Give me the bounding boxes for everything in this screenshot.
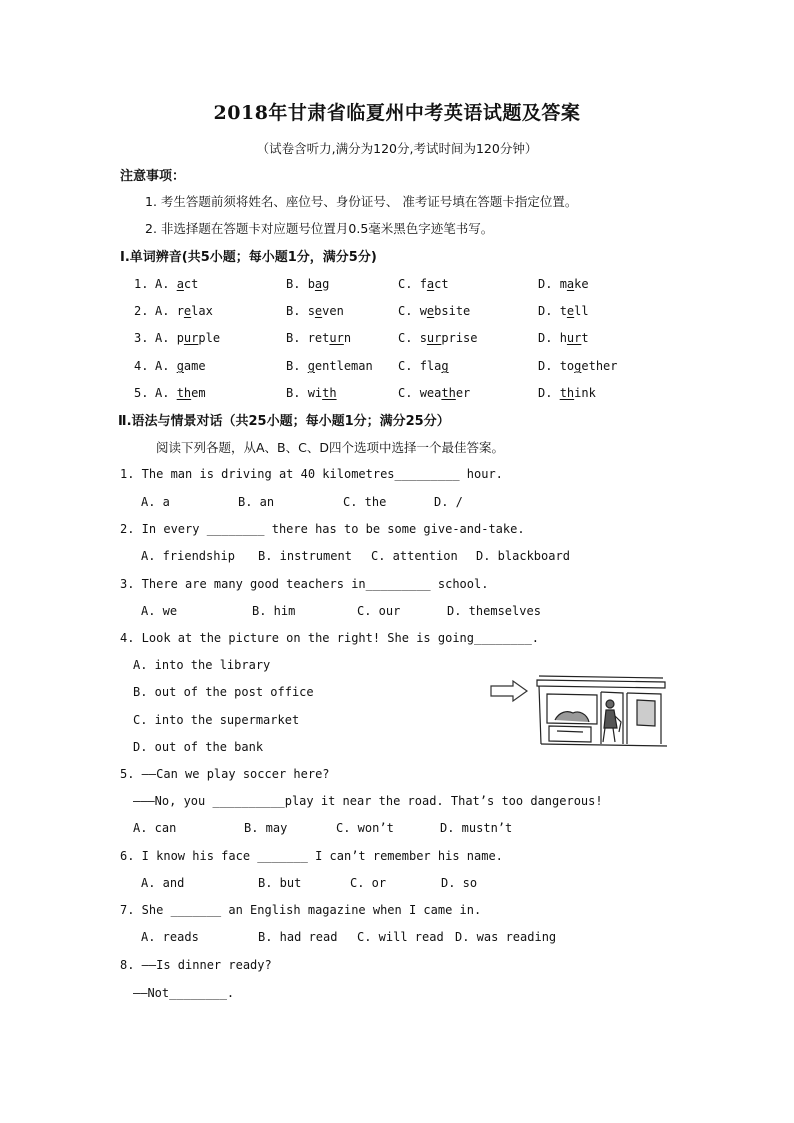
question-option: B. an xyxy=(238,495,275,509)
pronunciation-row xyxy=(0,304,794,324)
question-option: C. attention xyxy=(371,549,458,563)
underlined-letters: th xyxy=(176,386,192,400)
question-option: C. or xyxy=(350,876,387,890)
word-prefix: to xyxy=(559,359,575,373)
word-option xyxy=(398,331,478,345)
word-prefix: f xyxy=(419,277,427,291)
word-suffix: g xyxy=(322,277,330,291)
word-option xyxy=(286,386,337,400)
word-suffix: n xyxy=(343,331,352,345)
question-stem: 3. There are many good teachers in_________ school. xyxy=(120,577,489,591)
row-number: 4. xyxy=(134,359,149,373)
option-letter: C. xyxy=(398,277,413,291)
question-stem: 5. ——Can we play soccer here? xyxy=(120,767,330,781)
underlined-letters: e xyxy=(314,304,323,318)
row-number: 2. xyxy=(134,304,149,318)
right-arrow-icon xyxy=(491,681,527,701)
underlined-letters: e xyxy=(566,304,575,318)
question-option: B. but xyxy=(258,876,302,890)
word-option xyxy=(538,277,589,291)
question-option: B. had read xyxy=(258,930,338,944)
page-title: 2018年甘肃省临夏州中考英语试题及答案 xyxy=(213,102,581,124)
word-option xyxy=(398,359,449,373)
option-letter: B. xyxy=(286,331,301,345)
option-letter: A. xyxy=(155,359,170,373)
question-option: A. a xyxy=(141,495,170,509)
question-option: B. instrument xyxy=(258,549,352,563)
section1-heading: I.单词辨音(共5小题；每小题1分，满分5分) xyxy=(120,250,377,265)
word-prefix: p xyxy=(176,331,184,345)
word-suffix: ven xyxy=(322,304,344,318)
option-letter: B. xyxy=(286,386,301,400)
section2-instruction: 阅读下列各题，从A、B、C、D四个选项中选择一个最佳答案。 xyxy=(156,440,504,455)
word-suffix: bsite xyxy=(434,304,471,318)
option-letter: C. xyxy=(398,331,413,345)
underlined-letters: ur xyxy=(183,331,199,345)
question-option: A. friendship xyxy=(141,549,235,563)
word-prefix: r xyxy=(176,304,184,318)
word-option xyxy=(538,331,589,345)
word-option xyxy=(538,386,596,400)
question-option: A. can xyxy=(133,821,177,835)
word-prefix: m xyxy=(559,277,567,291)
word-suffix: ll xyxy=(574,304,589,318)
underlined-letters: e xyxy=(183,304,192,318)
option-letter: C. xyxy=(398,304,413,318)
pronunciation-row xyxy=(0,359,794,379)
option-letter: A. xyxy=(155,331,170,345)
word-option xyxy=(155,331,220,345)
notes-item: 2. 非选择题在答题卡对应题号位置月0.5毫米黑色字迹笔书写。 xyxy=(145,221,494,236)
option-letter: B. xyxy=(286,277,301,291)
question-option: D. / xyxy=(434,495,463,509)
word-suffix: entleman xyxy=(314,359,373,373)
option-letter: C. xyxy=(398,359,413,373)
underlined-letters: th xyxy=(441,386,456,400)
question-stem: 8. ——Is dinner ready? xyxy=(120,958,272,972)
option-letter: C. xyxy=(398,386,413,400)
word-option xyxy=(155,304,213,318)
question-stem: 2. In every ________ there has to be some give-and-take. xyxy=(120,522,525,536)
word-suffix: lax xyxy=(191,304,213,318)
option-letter: A. xyxy=(155,277,170,291)
question-line: ——Not________. xyxy=(133,986,235,1000)
word-option xyxy=(286,359,373,373)
question-option: D. was reading xyxy=(455,930,557,944)
word-suffix: ink xyxy=(574,386,596,400)
question-option: A. we xyxy=(141,604,178,618)
word-prefix: s xyxy=(419,331,427,345)
underlined-letters: g xyxy=(176,359,184,373)
word-prefix: h xyxy=(559,331,567,345)
shop-entrance-illustration xyxy=(487,666,669,750)
underlined-letters: g xyxy=(574,359,582,373)
word-option xyxy=(398,304,470,318)
question-stem: 4. Look at the picture on the right! She is going________. xyxy=(120,631,540,645)
question-option: D. mustn’t xyxy=(440,821,513,835)
notes-item: 1. 考生答题前须将姓名、座位号、身份证号、 准考证号填在答题卡指定位置。 xyxy=(145,194,578,209)
question-option: A. reads xyxy=(141,930,199,944)
underlined-letters: a xyxy=(314,277,323,291)
word-prefix: w xyxy=(419,304,427,318)
word-option xyxy=(155,386,206,400)
underlined-letters: a xyxy=(566,277,575,291)
row-number: 5. xyxy=(134,386,149,400)
word-option xyxy=(155,277,198,291)
word-prefix: fla xyxy=(419,359,442,373)
question-option: C. will read xyxy=(357,930,444,944)
question-option: D. themselves xyxy=(447,604,541,618)
question-stem: 7. She _______ an English magazine when I came in. xyxy=(120,903,482,917)
underlined-letters: th xyxy=(322,386,337,400)
word-prefix: wi xyxy=(307,386,323,400)
underlined-letters: ur xyxy=(329,331,344,345)
pronunciation-row xyxy=(0,331,794,351)
option-letter: D. xyxy=(538,277,553,291)
word-option xyxy=(398,386,470,400)
question-option: C. our xyxy=(357,604,401,618)
question-stem: 1. The man is driving at 40 kilometres_________ hour. xyxy=(120,467,503,481)
question-option: C. into the supermarket xyxy=(133,713,300,727)
underlined-letters: ur xyxy=(426,331,442,345)
underlined-letters: a xyxy=(426,277,435,291)
question-option: C. won’t xyxy=(336,821,394,835)
row-number: 1. xyxy=(134,277,149,291)
question-option: A. into the library xyxy=(133,658,271,672)
word-suffix: prise xyxy=(441,331,478,345)
word-option xyxy=(538,304,589,318)
question-option: D. out of the bank xyxy=(133,740,264,754)
question-option: D. blackboard xyxy=(476,549,570,563)
word-prefix: ret xyxy=(307,331,330,345)
section2-heading: Ⅱ.语法与情景对话（共25小题；每小题1分；满分25分） xyxy=(118,414,450,429)
word-option xyxy=(155,359,206,373)
pronunciation-row xyxy=(0,277,794,297)
underlined-letters: th xyxy=(559,386,575,400)
notes-heading: 注意事项： xyxy=(120,169,186,184)
word-option xyxy=(538,359,618,373)
underlined-letters: a xyxy=(176,277,184,291)
word-suffix: ct xyxy=(434,277,449,291)
underlined-letters: e xyxy=(426,304,435,318)
option-letter: A. xyxy=(155,386,170,400)
underlined-letters: g xyxy=(441,359,449,373)
word-suffix: ame xyxy=(183,359,206,373)
option-letter: D. xyxy=(538,331,553,345)
question-option: B. out of the post office xyxy=(133,685,314,699)
word-suffix: ke xyxy=(574,277,589,291)
question-line: ———No, you __________play it near the road. That’s too dangerous! xyxy=(133,794,603,808)
word-prefix: wea xyxy=(419,386,442,400)
word-option xyxy=(286,304,344,318)
word-prefix: t xyxy=(559,304,567,318)
option-letter: D. xyxy=(538,304,553,318)
word-prefix: s xyxy=(307,304,315,318)
option-letter: D. xyxy=(538,359,553,373)
question-option: D. so xyxy=(441,876,478,890)
word-suffix: em xyxy=(191,386,206,400)
option-letter: D. xyxy=(538,386,553,400)
underlined-letters: ur xyxy=(566,331,582,345)
question-option: B. him xyxy=(252,604,296,618)
question-option: C. the xyxy=(343,495,387,509)
question-stem: 6. I know his face _______ I can’t remember his name. xyxy=(120,849,503,863)
word-option xyxy=(286,277,329,291)
word-suffix: ple xyxy=(198,331,221,345)
question-option: B. may xyxy=(244,821,288,835)
word-suffix: t xyxy=(581,331,589,345)
option-letter: A. xyxy=(155,304,170,318)
option-letter: B. xyxy=(286,304,301,318)
word-prefix: b xyxy=(307,277,315,291)
word-option xyxy=(398,277,449,291)
question-option: A. and xyxy=(141,876,185,890)
option-letter: B. xyxy=(286,359,301,373)
word-suffix: ct xyxy=(183,277,199,291)
word-suffix: ether xyxy=(581,359,618,373)
page-subtitle: （试卷含听力,满分为120分,考试时间为120分钟） xyxy=(256,141,538,156)
word-option xyxy=(286,331,351,345)
row-number: 3. xyxy=(134,331,149,345)
underlined-letters: g xyxy=(307,359,315,373)
pronunciation-row xyxy=(0,386,794,406)
word-suffix: er xyxy=(455,386,471,400)
